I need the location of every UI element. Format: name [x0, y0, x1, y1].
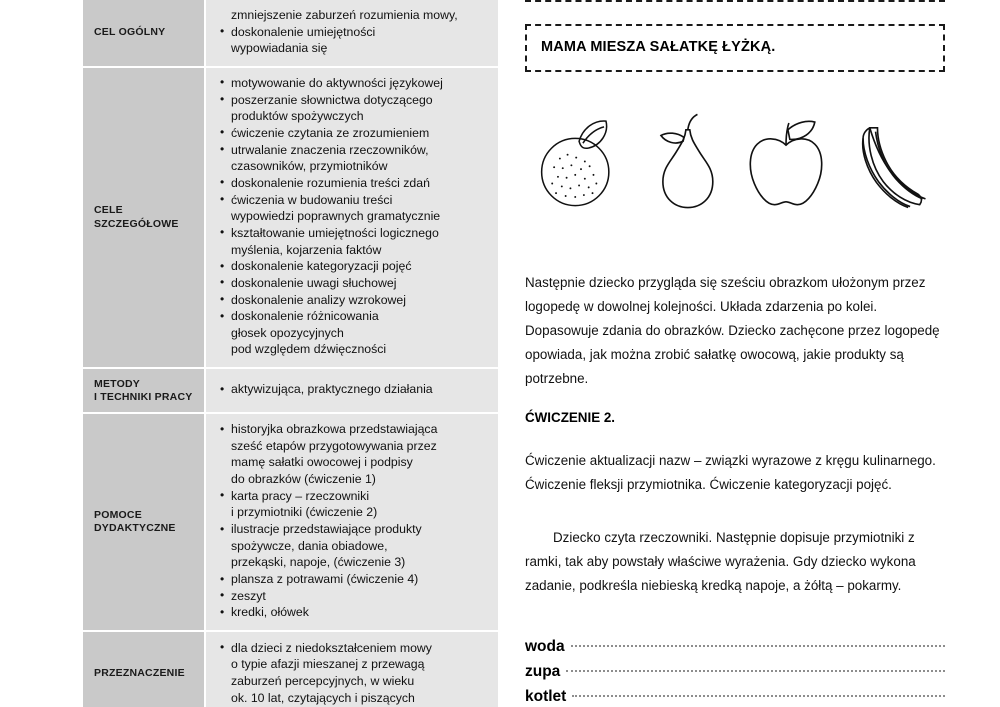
- list-item: pod względem dźwięczności: [231, 342, 387, 357]
- list-item: • doskonalenie różnicowania: [220, 308, 486, 325]
- list-item: [525, 663, 945, 681]
- sentence-text: MAMA MIESZA SAŁATKĘ ŁYŻKĄ.: [541, 39, 776, 55]
- list-item: sześć etapów przygotowywania przez: [231, 438, 437, 453]
- fill-in-line[interactable]: [571, 645, 945, 647]
- list-item: • doskonalenie rozumienia treści zdań: [220, 175, 486, 192]
- word-label-zupa: zupa: [525, 663, 561, 680]
- row-label-cele-szczegolowe: CELE SZCZEGÓŁOWE: [83, 67, 205, 368]
- row-label-metody: METODY I TECHNIKI PRACY: [83, 368, 205, 413]
- list-item: • plansza z potrawami (ćwiczenie 4): [220, 571, 486, 588]
- list-item: [525, 638, 945, 656]
- row-value-pomoce: [205, 413, 498, 631]
- list-item: • karta pracy – rzeczowniki: [220, 488, 486, 505]
- list-item: przekąski, napoje, (ćwiczenie 3): [231, 555, 406, 570]
- table-row: [83, 67, 498, 368]
- row-label-pomoce: POMOCE DYDAKTYCZNE: [83, 413, 205, 631]
- list-item: wypowiadania się: [231, 41, 328, 56]
- list-item: • motywowanie do aktywności językowej: [220, 75, 486, 92]
- list-item: zmniejszenie zaburzeń rozumienia mowy,: [231, 8, 458, 22]
- row-value-cel-ogolny: [205, 0, 498, 67]
- list-item: i przymiotniki (ćwiczenie 2): [231, 505, 378, 520]
- table-row: [83, 0, 498, 67]
- list-item: • poszerzanie słownictwa dotyczącego: [220, 92, 486, 109]
- word-fill-in-list: [525, 638, 945, 707]
- sentence-dashed-box: [525, 24, 945, 72]
- table-row: [83, 631, 498, 707]
- row-label-cel-ogolny: CEL OGÓLNY: [83, 0, 205, 67]
- list-item: czasowników, przymiotników: [231, 159, 388, 174]
- list-item: • aktywizująca, praktycznego działania: [220, 381, 486, 398]
- list-item: [525, 688, 945, 706]
- paragraph-exercise2-instructions: Dziecko czyta rzeczowniki. Następnie dopisuje przymiotniki z ramki, tak aby powstały właściwe wyrażenia. Gdy dziecko wykona zadanie, podkreśla niebieską kredką napoje, a żółtą – pokarmy.: [525, 530, 916, 594]
- list-item: mamę sałatki owocowej i podpisy: [231, 455, 413, 470]
- list-item: • doskonalenie analizy wzrokowej: [220, 292, 486, 309]
- list-item: ok. 10 lat, czytających i piszących: [231, 690, 415, 705]
- list-item: • dla dzieci z niedokształceniem mowy: [220, 640, 486, 657]
- list-item: zaburzeń percepcyjnych, w wieku: [231, 674, 415, 688]
- list-item: głosek opozycyjnych: [231, 325, 344, 340]
- list-item: • kształtowanie umiejętności logicznego: [220, 225, 486, 242]
- list-item: • historyjka obrazkowa przedstawiająca: [220, 421, 486, 438]
- orange-fruit-illustration: [533, 104, 629, 216]
- fruit-illustrations-row: [525, 98, 945, 216]
- dashed-box-partial-top: [525, 0, 945, 2]
- list-item: myślenia, kojarzenia faktów: [231, 242, 382, 257]
- row-value-cele-szczegolowe: [205, 67, 498, 368]
- banana-fruit-illustration: [841, 104, 937, 216]
- lesson-plan-table: [83, 0, 498, 707]
- word-label-kotlet: kotlet: [525, 688, 567, 705]
- list-item: wypowiedzi poprawnych gramatycznie: [231, 209, 441, 224]
- fill-in-line[interactable]: [566, 670, 945, 672]
- list-item: • ćwiczenia w budowaniu treści: [220, 192, 486, 209]
- list-item: • zeszyt: [220, 588, 486, 605]
- list-item: spożywcze, dania obiadowe,: [231, 538, 388, 553]
- list-item: • doskonalenie uwagi słuchowej: [220, 275, 486, 292]
- right-content-column: [525, 0, 945, 707]
- paragraph-exercise2-goals: Ćwiczenie aktualizacji nazw – związki wyrazowe z kręgu kulinarnego. Ćwiczenie fleksji przymiotnika. Ćwiczenie kategoryzacji pojęć.: [525, 453, 936, 493]
- word-label-woda: woda: [525, 638, 565, 655]
- row-value-metody: [205, 368, 498, 413]
- list-item: do obrazków (ćwiczenie 1): [231, 472, 376, 487]
- pear-fruit-illustration: [636, 104, 732, 216]
- apple-fruit-illustration: [738, 104, 834, 216]
- fill-in-line[interactable]: [572, 695, 945, 697]
- row-value-przeznaczenie: [205, 631, 498, 707]
- list-item: • ćwiczenie czytania ze zrozumieniem: [220, 125, 486, 142]
- lesson-plan-table-container: [83, 0, 498, 707]
- exercise-2-heading: ĆWICZENIE 2.: [525, 410, 616, 425]
- paragraph-exercise1-description: Następnie dziecko przygląda się sześciu obrazkom ułożonym przez logopedę w dowolnej kolejności. Układa zdarzenia po kolei. Dopasowuje zdania do obrazków. Dziecko zachęcone przez logopedę opowiada, jak można zrobić sałatkę owocową, jakie produkty są potrzebne.: [525, 275, 940, 386]
- list-item: • doskonalenie kategoryzacji pojęć: [220, 258, 486, 275]
- list-item: • utrwalanie znaczenia rzeczowników,: [220, 142, 486, 159]
- row-label-przeznaczenie: PRZEZNACZENIE: [83, 631, 205, 707]
- list-item: produktów spożywczych: [231, 109, 364, 124]
- list-item: • kredki, ołówek: [220, 604, 486, 621]
- list-item: • ilustracje przedstawiające produkty: [220, 521, 486, 538]
- list-item: • doskonalenie umiejętności: [220, 24, 486, 41]
- list-item: o typie afazji mieszanej z przewagą: [231, 657, 425, 672]
- table-row: [83, 413, 498, 631]
- table-row: [83, 368, 498, 413]
